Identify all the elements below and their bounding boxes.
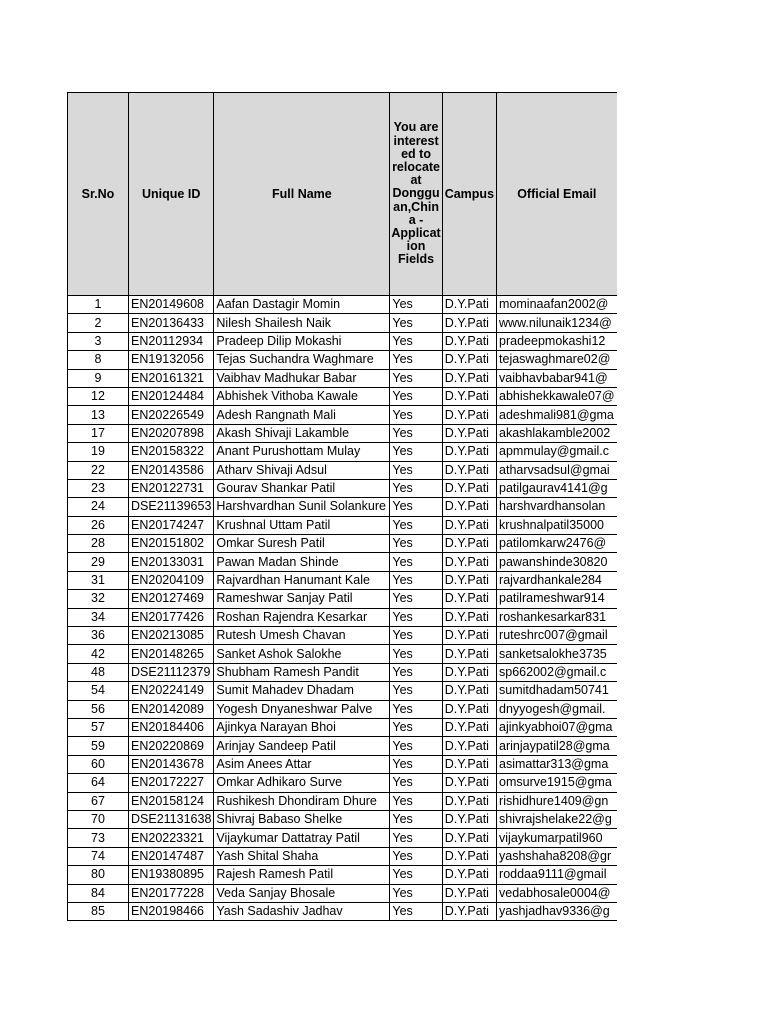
- cell-unique-id: EN20122731: [129, 479, 214, 497]
- cell-campus: D.Y.Pati: [442, 737, 496, 755]
- cell-full-name: Yogesh Dnyaneshwar Palve: [214, 700, 390, 718]
- cell-official-email: ajinkyabhoi07@gma: [497, 718, 617, 736]
- cell-unique-id: EN20133031: [129, 553, 214, 571]
- cell-relocate: Yes: [390, 792, 442, 810]
- table-row: [68, 829, 617, 847]
- table-row: [68, 443, 617, 461]
- table-row: [68, 847, 617, 865]
- cell-full-name: Gourav Shankar Patil: [214, 479, 390, 497]
- cell-unique-id: EN20213085: [129, 627, 214, 645]
- cell-campus: D.Y.Pati: [442, 847, 496, 865]
- cell-official-email: krushnalpatil35000: [497, 516, 617, 534]
- table-row: [68, 369, 617, 387]
- cell-campus: D.Y.Pati: [442, 351, 496, 369]
- cell-official-email: vedabhosale0004@: [497, 884, 617, 902]
- cell-campus: D.Y.Pati: [442, 571, 496, 589]
- table-row: [68, 461, 617, 479]
- cell-full-name: Veda Sanjay Bhosale: [214, 884, 390, 902]
- cell-official-email: ruteshrc007@gmail: [497, 627, 617, 645]
- cell-relocate: Yes: [390, 810, 442, 828]
- cell-campus: D.Y.Pati: [442, 498, 496, 516]
- cell-campus: D.Y.Pati: [442, 755, 496, 773]
- cell-full-name: Pawan Madan Shinde: [214, 553, 390, 571]
- table-row: [68, 902, 617, 920]
- cell-sr-no: 64: [68, 774, 129, 792]
- cell-unique-id: EN20158124: [129, 792, 214, 810]
- cell-official-email: vaibhavbabar941@: [497, 369, 617, 387]
- cell-full-name: Asim Anees Attar: [214, 755, 390, 773]
- cell-campus: D.Y.Pati: [442, 590, 496, 608]
- cell-unique-id: EN20223321: [129, 829, 214, 847]
- table-row: [68, 498, 617, 516]
- cell-relocate: Yes: [390, 387, 442, 405]
- cell-campus: D.Y.Pati: [442, 332, 496, 350]
- cell-sr-no: 13: [68, 406, 129, 424]
- table-row: [68, 332, 617, 350]
- cell-official-email: tejaswaghmare02@: [497, 351, 617, 369]
- cell-full-name: Yash Sadashiv Jadhav: [214, 902, 390, 920]
- cell-full-name: Harshvardhan Sunil Solankure: [214, 498, 390, 516]
- cell-relocate: Yes: [390, 700, 442, 718]
- cell-sr-no: 85: [68, 902, 129, 920]
- cell-unique-id: EN20174247: [129, 516, 214, 534]
- table-row: [68, 608, 617, 626]
- cell-official-email: shivrajshelake22@g: [497, 810, 617, 828]
- cell-campus: D.Y.Pati: [442, 387, 496, 405]
- cell-official-email: yashshaha8208@gr: [497, 847, 617, 865]
- cell-unique-id: EN20148265: [129, 645, 214, 663]
- cell-official-email: patilgaurav4141@g: [497, 479, 617, 497]
- cell-relocate: Yes: [390, 571, 442, 589]
- table-row: [68, 406, 617, 424]
- cell-sr-no: 42: [68, 645, 129, 663]
- cell-official-email: roshankesarkar831: [497, 608, 617, 626]
- cell-unique-id: EN20207898: [129, 424, 214, 442]
- cell-sr-no: 28: [68, 535, 129, 553]
- cell-relocate: Yes: [390, 608, 442, 626]
- cell-relocate: Yes: [390, 627, 442, 645]
- cell-official-email: sp662002@gmail.c: [497, 663, 617, 681]
- cell-official-email: sumitdhadam50741: [497, 682, 617, 700]
- cell-official-email: harshvardhansolan: [497, 498, 617, 516]
- cell-relocate: Yes: [390, 645, 442, 663]
- cell-unique-id: EN20151802: [129, 535, 214, 553]
- cell-sr-no: 54: [68, 682, 129, 700]
- cell-official-email: akashlakamble2002: [497, 424, 617, 442]
- cell-sr-no: 31: [68, 571, 129, 589]
- table-row: [68, 627, 617, 645]
- cell-campus: D.Y.Pati: [442, 535, 496, 553]
- cell-relocate: Yes: [390, 847, 442, 865]
- cell-sr-no: 29: [68, 553, 129, 571]
- cell-relocate: Yes: [390, 866, 442, 884]
- cell-sr-no: 57: [68, 718, 129, 736]
- cell-campus: D.Y.Pati: [442, 682, 496, 700]
- cell-unique-id: DSE21139653: [129, 498, 214, 516]
- table-row: [68, 792, 617, 810]
- cell-relocate: Yes: [390, 314, 442, 332]
- cell-full-name: Rajesh Ramesh Patil: [214, 866, 390, 884]
- cell-sr-no: 32: [68, 590, 129, 608]
- cell-full-name: Atharv Shivaji Adsul: [214, 461, 390, 479]
- cell-full-name: Rutesh Umesh Chavan: [214, 627, 390, 645]
- cell-official-email: rishidhure1409@gn: [497, 792, 617, 810]
- cell-campus: D.Y.Pati: [442, 902, 496, 920]
- cell-full-name: Omkar Suresh Patil: [214, 535, 390, 553]
- cell-unique-id: EN20124484: [129, 387, 214, 405]
- cell-sr-no: 2: [68, 314, 129, 332]
- table-row: [68, 700, 617, 718]
- cell-relocate: Yes: [390, 718, 442, 736]
- cell-campus: D.Y.Pati: [442, 443, 496, 461]
- cell-relocate: Yes: [390, 424, 442, 442]
- cell-unique-id: DSE21131638: [129, 810, 214, 828]
- cell-sr-no: 56: [68, 700, 129, 718]
- cell-unique-id: EN20112934: [129, 332, 214, 350]
- cell-full-name: Adesh Rangnath Mali: [214, 406, 390, 424]
- cell-relocate: Yes: [390, 535, 442, 553]
- cell-official-email: vijaykumarpatil960: [497, 829, 617, 847]
- cell-full-name: Abhishek Vithoba Kawale: [214, 387, 390, 405]
- cell-relocate: Yes: [390, 755, 442, 773]
- cell-sr-no: 8: [68, 351, 129, 369]
- cell-official-email: asimattar313@gma: [497, 755, 617, 773]
- table-row: [68, 718, 617, 736]
- cell-sr-no: 22: [68, 461, 129, 479]
- header-full-name: Full Name: [214, 93, 390, 296]
- cell-campus: D.Y.Pati: [442, 516, 496, 534]
- cell-full-name: Sanket Ashok Salokhe: [214, 645, 390, 663]
- cell-full-name: Rajvardhan Hanumant Kale: [214, 571, 390, 589]
- cell-unique-id: EN20184406: [129, 718, 214, 736]
- cell-campus: D.Y.Pati: [442, 369, 496, 387]
- cell-relocate: Yes: [390, 884, 442, 902]
- table-row: [68, 737, 617, 755]
- table-row: [68, 424, 617, 442]
- cell-sr-no: 34: [68, 608, 129, 626]
- cell-sr-no: 36: [68, 627, 129, 645]
- table-row: [68, 866, 617, 884]
- cell-unique-id: EN20149608: [129, 296, 214, 314]
- cell-full-name: Anant Purushottam Mulay: [214, 443, 390, 461]
- cell-sr-no: 70: [68, 810, 129, 828]
- cell-unique-id: EN20226549: [129, 406, 214, 424]
- cell-full-name: Omkar Adhikaro Surve: [214, 774, 390, 792]
- student-table: [67, 92, 617, 921]
- table-row: [68, 314, 617, 332]
- cell-unique-id: EN20177228: [129, 884, 214, 902]
- header-unique-id: Unique ID: [129, 93, 214, 296]
- cell-sr-no: 80: [68, 866, 129, 884]
- table-row: [68, 774, 617, 792]
- cell-official-email: mominaafan2002@: [497, 296, 617, 314]
- cell-full-name: Arinjay Sandeep Patil: [214, 737, 390, 755]
- cell-campus: D.Y.Pati: [442, 627, 496, 645]
- cell-unique-id: EN20224149: [129, 682, 214, 700]
- cell-sr-no: 17: [68, 424, 129, 442]
- cell-relocate: Yes: [390, 479, 442, 497]
- table-row: [68, 535, 617, 553]
- cell-official-email: pawanshinde30820: [497, 553, 617, 571]
- cell-relocate: Yes: [390, 406, 442, 424]
- cell-campus: D.Y.Pati: [442, 774, 496, 792]
- cell-full-name: Shivraj Babaso Shelke: [214, 810, 390, 828]
- cell-relocate: Yes: [390, 443, 442, 461]
- cell-official-email: patilomkarw2476@: [497, 535, 617, 553]
- cell-unique-id: DSE21112379: [129, 663, 214, 681]
- cell-sr-no: 3: [68, 332, 129, 350]
- cell-official-email: patilrameshwar914: [497, 590, 617, 608]
- table-row: [68, 479, 617, 497]
- table-row: [68, 810, 617, 828]
- cell-official-email: www.nilunaik1234@: [497, 314, 617, 332]
- cell-campus: D.Y.Pati: [442, 553, 496, 571]
- cell-relocate: Yes: [390, 461, 442, 479]
- cell-official-email: arinjaypatil28@gma: [497, 737, 617, 755]
- cell-unique-id: EN20198466: [129, 902, 214, 920]
- cell-relocate: Yes: [390, 369, 442, 387]
- table-row: [68, 645, 617, 663]
- cell-unique-id: EN20177426: [129, 608, 214, 626]
- cell-campus: D.Y.Pati: [442, 718, 496, 736]
- cell-relocate: Yes: [390, 663, 442, 681]
- cell-sr-no: 73: [68, 829, 129, 847]
- table-body: [68, 296, 617, 921]
- table-row: [68, 663, 617, 681]
- table-row: [68, 553, 617, 571]
- cell-relocate: Yes: [390, 553, 442, 571]
- cell-campus: D.Y.Pati: [442, 314, 496, 332]
- cell-official-email: dnyyogesh@gmail.: [497, 700, 617, 718]
- cell-sr-no: 60: [68, 755, 129, 773]
- cell-official-email: pradeepmokashi12: [497, 332, 617, 350]
- cell-sr-no: 9: [68, 369, 129, 387]
- cell-full-name: Krushnal Uttam Patil: [214, 516, 390, 534]
- cell-full-name: Akash Shivaji Lakamble: [214, 424, 390, 442]
- table-row: [68, 755, 617, 773]
- cell-sr-no: 24: [68, 498, 129, 516]
- cell-sr-no: 23: [68, 479, 129, 497]
- cell-relocate: Yes: [390, 498, 442, 516]
- cell-unique-id: EN20147487: [129, 847, 214, 865]
- cell-unique-id: EN20143678: [129, 755, 214, 773]
- cell-relocate: Yes: [390, 774, 442, 792]
- cell-unique-id: EN20142089: [129, 700, 214, 718]
- cell-full-name: Rameshwar Sanjay Patil: [214, 590, 390, 608]
- cell-official-email: abhishekkawale07@: [497, 387, 617, 405]
- table-row: [68, 296, 617, 314]
- header-campus: Campus: [442, 93, 496, 296]
- table-row: [68, 516, 617, 534]
- cell-full-name: Shubham Ramesh Pandit: [214, 663, 390, 681]
- cell-campus: D.Y.Pati: [442, 424, 496, 442]
- cell-relocate: Yes: [390, 351, 442, 369]
- cell-unique-id: EN20143586: [129, 461, 214, 479]
- cell-sr-no: 59: [68, 737, 129, 755]
- cell-official-email: sanketsalokhe3735: [497, 645, 617, 663]
- cell-relocate: Yes: [390, 829, 442, 847]
- cell-unique-id: EN19380895: [129, 866, 214, 884]
- cell-official-email: yashjadhav9336@g: [497, 902, 617, 920]
- cell-full-name: Yash Shital Shaha: [214, 847, 390, 865]
- table-row: [68, 351, 617, 369]
- cell-campus: D.Y.Pati: [442, 663, 496, 681]
- cell-campus: D.Y.Pati: [442, 645, 496, 663]
- cell-sr-no: 26: [68, 516, 129, 534]
- header-row: [68, 93, 617, 296]
- cell-unique-id: EN20220869: [129, 737, 214, 755]
- cell-official-email: omsurve1915@gma: [497, 774, 617, 792]
- cell-relocate: Yes: [390, 516, 442, 534]
- cell-full-name: Vaibhav Madhukar Babar: [214, 369, 390, 387]
- cell-relocate: Yes: [390, 682, 442, 700]
- cell-unique-id: EN20136433: [129, 314, 214, 332]
- cell-full-name: Ajinkya Narayan Bhoi: [214, 718, 390, 736]
- cell-campus: D.Y.Pati: [442, 829, 496, 847]
- cell-campus: D.Y.Pati: [442, 296, 496, 314]
- cell-official-email: roddaa9111@gmail: [497, 866, 617, 884]
- cell-relocate: Yes: [390, 737, 442, 755]
- header-official-email: Official Email: [497, 93, 617, 296]
- cell-relocate: Yes: [390, 332, 442, 350]
- cell-campus: D.Y.Pati: [442, 866, 496, 884]
- cell-full-name: Nilesh Shailesh Naik: [214, 314, 390, 332]
- cell-full-name: Aafan Dastagir Momin: [214, 296, 390, 314]
- cell-unique-id: EN20158322: [129, 443, 214, 461]
- table-row: [68, 571, 617, 589]
- cell-campus: D.Y.Pati: [442, 461, 496, 479]
- cell-relocate: Yes: [390, 902, 442, 920]
- cell-relocate: Yes: [390, 296, 442, 314]
- cell-campus: D.Y.Pati: [442, 406, 496, 424]
- cell-unique-id: EN20127469: [129, 590, 214, 608]
- cell-unique-id: EN20204109: [129, 571, 214, 589]
- cell-relocate: Yes: [390, 590, 442, 608]
- cell-campus: D.Y.Pati: [442, 479, 496, 497]
- cell-unique-id: EN20161321: [129, 369, 214, 387]
- table-row: [68, 884, 617, 902]
- cell-full-name: Rushikesh Dhondiram Dhure: [214, 792, 390, 810]
- table-row: [68, 387, 617, 405]
- header-sr-no: Sr.No: [68, 93, 129, 296]
- cell-unique-id: EN20172227: [129, 774, 214, 792]
- cell-campus: D.Y.Pati: [442, 810, 496, 828]
- cell-official-email: rajvardhankale284: [497, 571, 617, 589]
- cell-sr-no: 1: [68, 296, 129, 314]
- cell-campus: D.Y.Pati: [442, 792, 496, 810]
- cell-campus: D.Y.Pati: [442, 608, 496, 626]
- cell-sr-no: 67: [68, 792, 129, 810]
- cell-official-email: apmmulay@gmail.c: [497, 443, 617, 461]
- cell-sr-no: 19: [68, 443, 129, 461]
- cell-full-name: Tejas Suchandra Waghmare: [214, 351, 390, 369]
- cell-full-name: Sumit Mahadev Dhadam: [214, 682, 390, 700]
- cell-sr-no: 74: [68, 847, 129, 865]
- cell-sr-no: 48: [68, 663, 129, 681]
- cell-official-email: atharvsadsul@gmai: [497, 461, 617, 479]
- table-row: [68, 682, 617, 700]
- cell-full-name: Pradeep Dilip Mokashi: [214, 332, 390, 350]
- cell-campus: D.Y.Pati: [442, 884, 496, 902]
- table-row: [68, 590, 617, 608]
- cell-full-name: Vijaykumar Dattatray Patil: [214, 829, 390, 847]
- cell-sr-no: 84: [68, 884, 129, 902]
- cell-full-name: Roshan Rajendra Kesarkar: [214, 608, 390, 626]
- cell-sr-no: 12: [68, 387, 129, 405]
- cell-unique-id: EN19132056: [129, 351, 214, 369]
- cell-campus: D.Y.Pati: [442, 700, 496, 718]
- header-relocate: You are interest ed to relocate at Donggu an,Chin a - Applicat ion Fields: [390, 93, 442, 296]
- cell-official-email: adeshmali981@gma: [497, 406, 617, 424]
